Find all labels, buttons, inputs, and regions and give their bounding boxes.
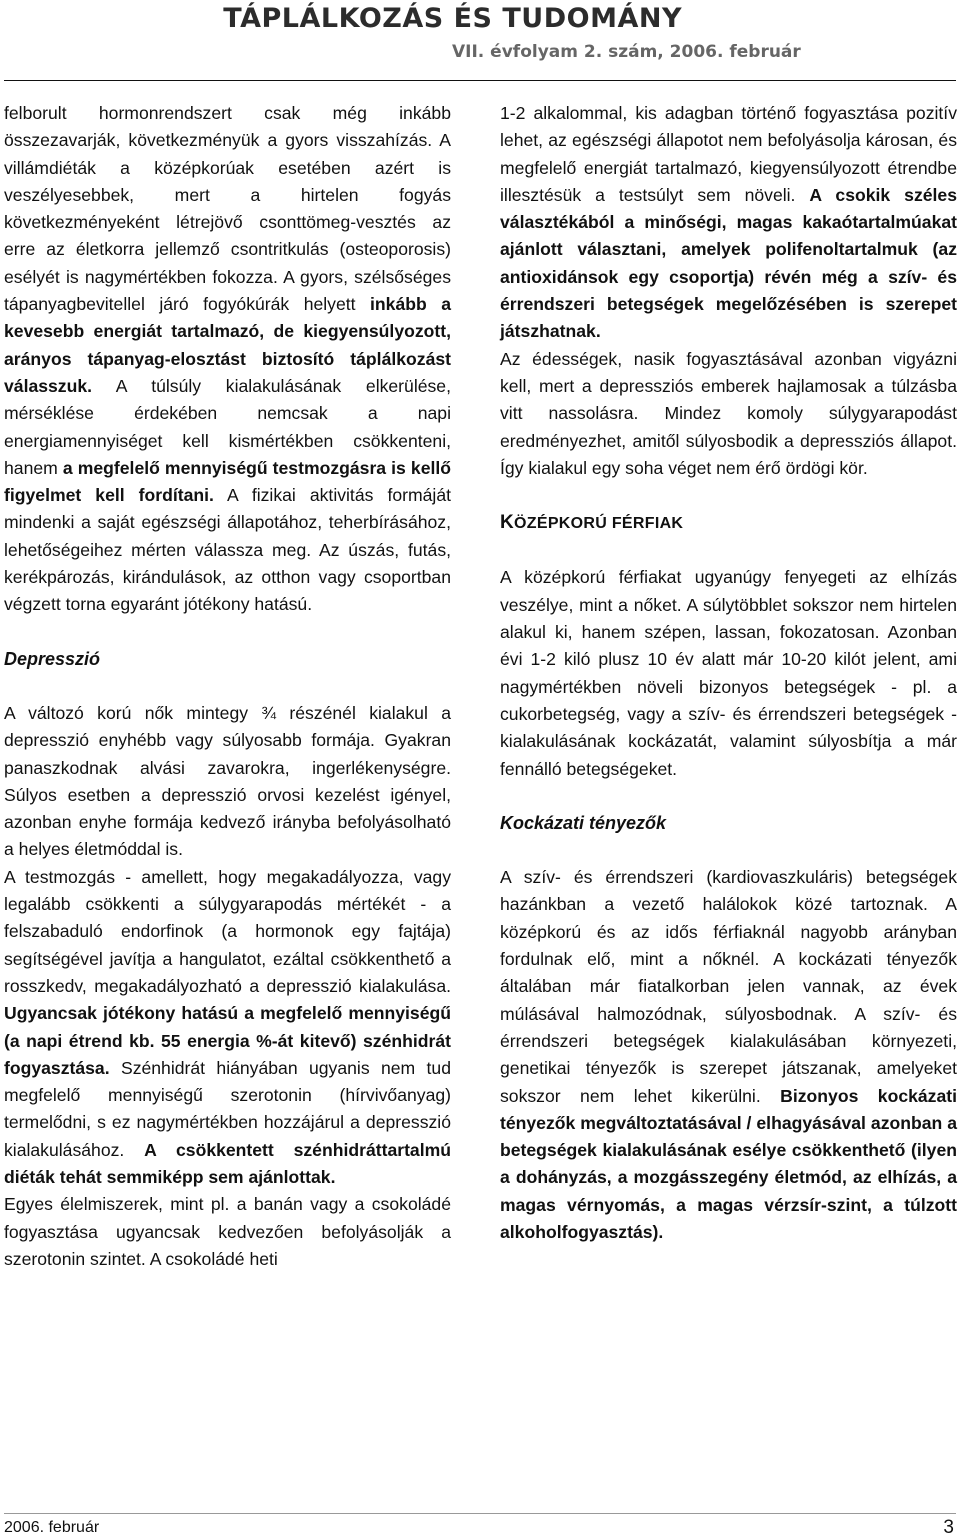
paragraph: 1-2 alkalommal, kis adagban történő fogyasztása pozitív lehet, az egészségi állapotot nem befolyásolja károsan, és megfelelő energiát tartalmazó, kiegyensúlyozott étrendbe illesztésük a testsúlyt sem növeli. A csokik széles választékából a minőségi, magas kakaótartalmúakat ajánlott választani, amelyek polifenoltartalmuk (az antioxidánsok egy csoportja) révén még a szív- és érrendszeri betegségek megelőzésében is szerepet játszhatnak. [500,103,957,342]
left-column [4,100,451,1273]
page-header [0,0,960,80]
section-heading-kockazati-tenyezok: Kockázati tényezők [500,812,667,833]
paragraph: A középkorú férfiakat ugyanúgy fenyegeti az elhízás veszélye, mint a nőket. A súlytöbblet sokszor nem hirtelen alakul ki, hanem szépen, lassan, fokozatosan. Azonban évi 1-2 kiló plusz 10 év alatt már 10-20 kilót jelent, ami nagymértékben növeli bizonyos betegségek - pl. a cukorbetegség, vagy a szív- és érrendszeri betegségek - kialakulásának kockázatát, valamint súlyosbítja a már fennálló betegségeket. [500,567,957,779]
paragraph: A testmozgás - amellett, hogy megakadályozza, vagy legalább csökkenti a súlygyarapodás mértékét - a felszabaduló endorfinok (a hormonok egy fajtája) segítségével javítja a hangulatot, ezáltal csökkenthető a rosszkedv, megakadályozható a depresszió kialakulása. Ugyancsak jótékony hatású a megfelelő mennyiségű (a napi étrend kb. 55 energia %-át kitevő) szénhidrát fogyasztása. Szénhidrát hiányában ugyanis nem tud megfelelő mennyiségű szerotonin (hírvivőanyag) termelődni, s ez nagymértékben hozzájárul a depresszió kialakulásához. A csökkentett szénhidráttartalmú diéták tehát semmiképp sem ajánlottak. [4,866,451,1187]
paragraph: Az édességek, nasik fogyasztásával azonban vigyázni kell, mert a depressziós emberek hajlamosak a túlzásba vitt nassolásra. Mindez komoly súlygyarapodást eredményezhet, amitől súlyosbodik a depressziós állapot. Így kialakul egy soha véget nem érő ördögi kör. [500,348,957,478]
section-heading-depresszio: Depresszió [4,648,101,669]
paragraph: A szív- és érrendszeri (kardiovaszkuláris) betegségek hazánkban a vezető halálokok közé tartoznak. A középkorú és az idős férfiaknál nagyobb arányban fordulnak elő, mint a nőknél. A kockázati tényezők általában már fiatalkorban jelen vannak, az évek múlásával halmozódnak, súlyosbodnak. A szív- és érrendszeri betegségek kialakulásában környezeti, genetikai tényezők is szerepet játszanak, amelyeket sokszor nem lehet kikerülni. Bizonyos kockázati tényezők megváltoztatásával / elhagyásával azonban a betegségek kialakulásának esélye csökkenthető (ilyen a dohányzás, a mozgásszegény életmód, az elhízás, a magas vérnyomás, a magas vérzsír-szint, a túlzott alkoholfogyasztás). [500,867,958,1242]
journal-title: TÁPLÁLKOZÁS ÉS TUDOMÁNY [223,3,682,34]
header-divider [4,80,956,81]
paragraph: Egyes élelmiszerek, mint pl. a banán vagy a csokoládé fogyasztása ugyancsak kedvezően befolyásolják a szerotonin szintet. A csokoládé heti [4,1194,451,1269]
paragraph: A változó korú nők mintegy ¾ részénél kialakul a depresszió enyhébb vagy súlyosabb formája. Gyakran panaszkodnak alvási zavarokra, ingerlékenységre. Súlyos esetben a depresszió orvosi kezelést igényel, azonban enyhe formája kedvező irányba befolyásolható a helyes életmóddal is. [4,702,451,860]
section-heading-kozepkoru-ferfiak: KÖZÉPKORÚ FÉRFIAK [500,512,684,534]
footer-date: 2006. február [4,1519,100,1536]
right-column [500,100,957,1246]
journal-issue: VII. évfolyam 2. szám, 2006. február [452,42,801,62]
paragraph: felborult hormonrendszert csak még inkább összezavarják, következményük a gyors visszahízás. A villámdiéták a középkorúak esetében azért is veszélyesebbek, mert a hirtelen fogyás következményeként létrejövő csonttömeg-vesztés az erre az életkorra jellemző csontritkulás (osteoporosis) esélyét is nagymértékben fokozza. A gyors, szélsőséges tápanyagbevitellel járó fogyókúrák helyett inkább a kevesebb energiát tartalmazó, de kiegyensúlyozott, arányos tápanyag-elosztást biztosító táplálkozást válasszuk. A túlsúly kialakulásának elkerülése, mérséklése érdekében nemcsak a napi energiamennyiséget kell kismértékben csökkenteni, hanem a megfelelő mennyiségű testmozgásra is kellő figyelmet kell fordítani. A fizikai aktivitás formáját mindenki a saját egészségi állapotához, teherbírásához, lehetőségeihez mérten válassza meg. Az úszás, futás, kerékpározás, kirándulások, az otthon vagy csoportban végzett torna egyaránt jótékony hatású. [4,103,451,615]
footer-divider [4,1513,956,1514]
page-number: 3 [943,1517,954,1538]
